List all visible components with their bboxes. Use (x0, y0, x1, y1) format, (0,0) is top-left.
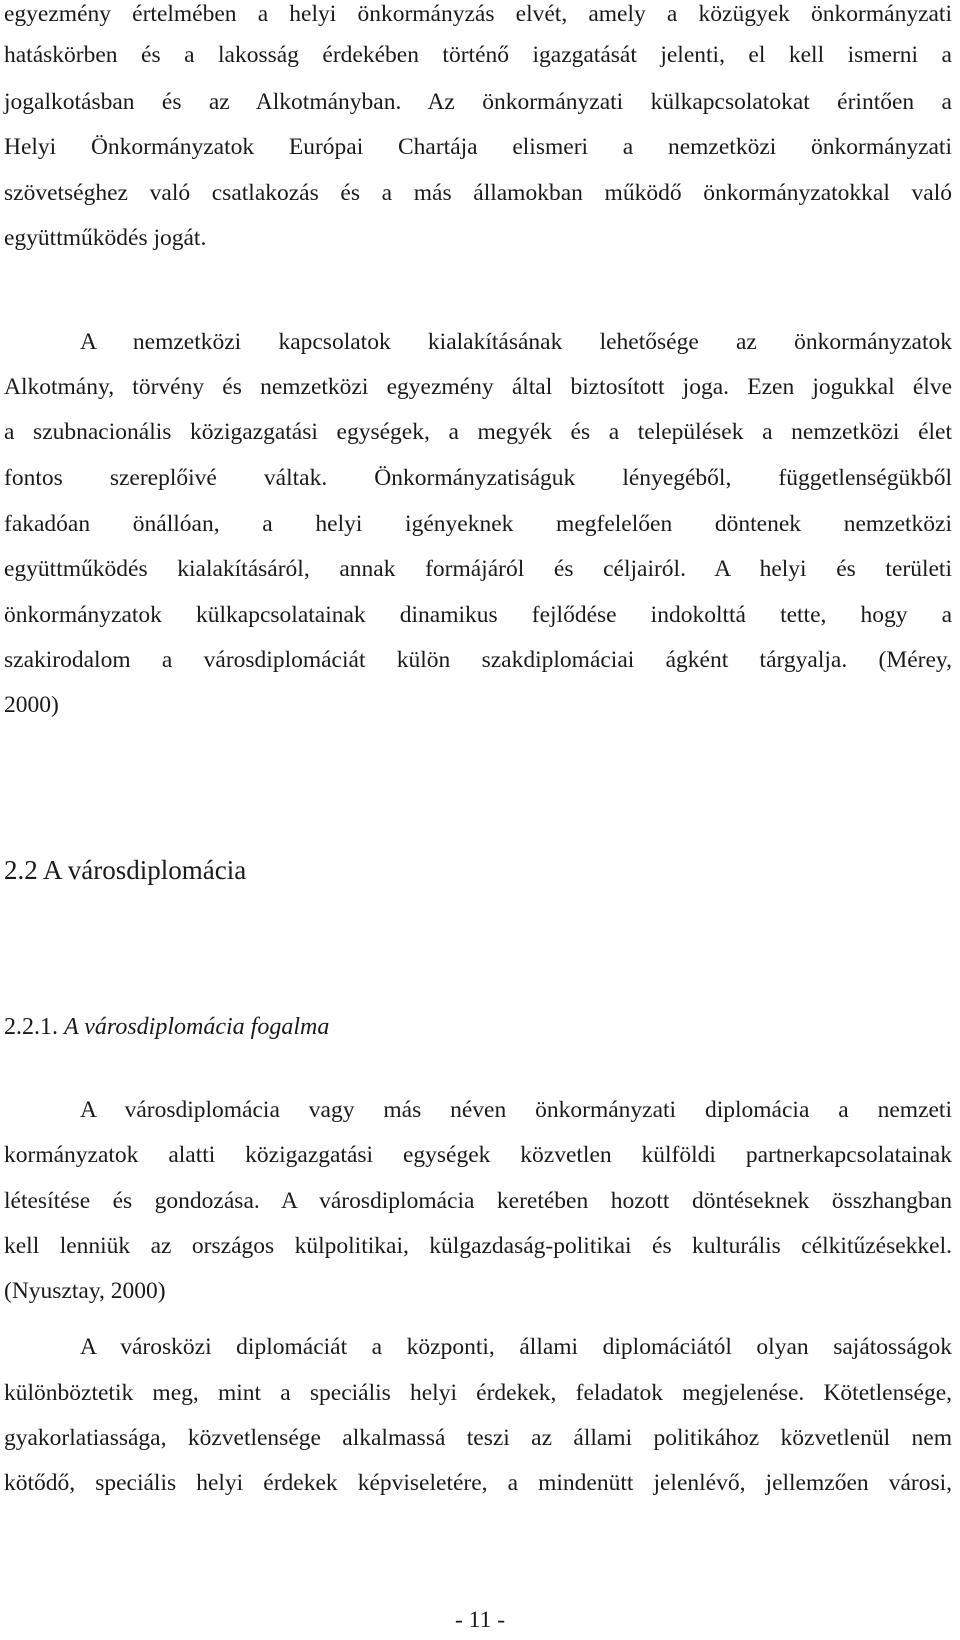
text-line: fontos szereplőivé váltak. Önkormányzatiságuk lényegéből, függetlenségükből (4, 465, 952, 491)
text-line: kormányzatok alatti közigazgatási egységek közvetlen külföldi partnerkapcsolatainak (4, 1142, 952, 1168)
text-line: szövetséghez való csatlakozás és a más államokban működő önkormányzatokkal való (4, 180, 952, 206)
subsection-number: 2.2.1. (4, 1014, 58, 1040)
text-line: különböztetik meg, mint a speciális helyi érdekek, feladatok megjelenése. Kötetlensége, (4, 1380, 952, 1406)
text-line: kell lenniük az országos külpolitikai, külgazdaság-politikai és kulturális célkitűzésekkel. (4, 1233, 952, 1259)
text-line: együttműködés kialakításáról, annak formájáról és céljairól. A helyi és területi (4, 556, 952, 582)
text-line: Helyi Önkormányzatok Európai Chartája elismeri a nemzetközi önkormányzati (4, 134, 952, 160)
subsection-heading (4, 1012, 329, 1042)
text-line: gyakorlatiassága, közvetlensége alkalmassá teszi az állami politikához közvetlenül nem (4, 1425, 952, 1451)
text-line: A nemzetközi kapcsolatok kialakításának lehetősége az önkormányzatok (80, 329, 952, 355)
text-line: A városközi diplomáciát a központi, állami diplomáciától olyan sajátosságok (80, 1334, 952, 1360)
text-line: létesítése és gondozása. A városdiplomácia keretében hozott döntéseknek összhangban (4, 1188, 952, 1214)
text-line: hatáskörben és a lakosság érdekében történő igazgatását jelenti, el kell ismerni a (4, 42, 952, 68)
page-number: - 11 - (454, 1607, 506, 1633)
text-line: A városdiplomácia vagy más néven önkormányzati diplomácia a nemzeti (80, 1097, 952, 1123)
text-line: (Nyusztay, 2000) (4, 1278, 166, 1304)
section-heading: 2.2 A városdiplomácia (4, 855, 247, 885)
text-line: fakadóan önállóan, a helyi igényeknek megfelelően döntenek nemzetközi (4, 511, 952, 537)
text-line: a szubnacionális közigazgatási egységek, a megyék és a települések a nemzetközi élet (4, 419, 952, 445)
text-line: jogalkotásban és az Alkotmányban. Az önkormányzati külkapcsolatokat érintően a (4, 89, 952, 115)
text-line: kötődő, speciális helyi érdekek képviseletére, a mindenütt jelenlévő, jellemzően városi, (4, 1470, 952, 1496)
subsection-title: A városdiplomácia fogalma (64, 1014, 330, 1040)
text-line: egyezmény értelmében a helyi önkormányzás elvét, amely a közügyek önkormányzati (4, 1, 952, 27)
text-line: szakirodalom a városdiplomáciát külön szakdiplomáciai ágként tárgyalja. (Mérey, (4, 647, 952, 673)
text-line: önkormányzatok külkapcsolatainak dinamikus fejlődése indokolttá tette, hogy a (4, 602, 952, 628)
text-line: együttműködés jogát. (4, 225, 207, 251)
text-line: Alkotmány, törvény és nemzetközi egyezmény által biztosított joga. Ezen jogukkal élve (4, 374, 952, 400)
text-line: 2000) (4, 692, 59, 718)
